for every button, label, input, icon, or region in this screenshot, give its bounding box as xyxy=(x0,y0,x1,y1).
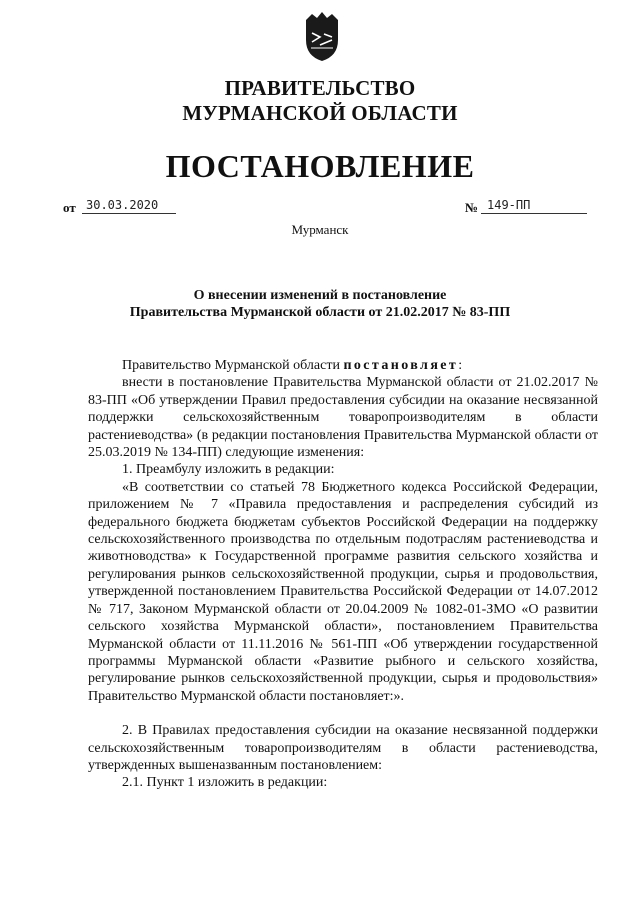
document-type-title: ПОСТАНОВЛЕНИЕ xyxy=(165,148,475,184)
murmansk-coat-of-arms-icon xyxy=(302,10,342,62)
resolution-intro xyxy=(88,357,598,374)
document-body xyxy=(88,357,598,792)
paragraph-preamble-text: «В соответствии со статьей 78 Бюджетного кодекса Российской Федерации, приложением № 7 «Правила предоставления и распределения субсидий из федерального бюджета бюджетам субъектов Российской Федерации на поддержку сельскохозяйственного производства по отдельным подотраслям растениеводства и животноводства» к Государственной программе развития сельского хозяйства и регулирования рынков сельскохозяйственной продукции, сырья и продовольствия, утвержденной постановлением Правительства Российской Федерации от 14.07.2012 № 717, Законом Мурманской области от 20.04.2009 № 1082-01-ЗМО «О развитии сельского хозяйства Мурманской области», постановлением Правительства Мурманской области от 11.11.2016 № 561-ПП «Об утверждении государственной программы Мурманской области «Развитие рыбного и сельского хозяйства, регулирование рынков сельскохозяйственной продукции, сырья и продовольствия» Правительство Мурманской области постановляет:». xyxy=(88,479,598,704)
date-label: от xyxy=(63,200,76,215)
number-label: № xyxy=(465,200,479,215)
paragraph-item-2: 2. В Правилах предоставления субсидии на оказание несвязанной поддержки сельскохозяйственным товаропроизводителям в области растениеводства, утвержденных вышеназванным постановлением: xyxy=(88,723,598,773)
intro-tail: : xyxy=(458,358,463,373)
subject-line1: О внесении изменений в постановление xyxy=(193,288,447,303)
government-title-line2: МУРМАНСКОЙ ОБЛАСТИ xyxy=(182,101,458,125)
number-field: 149-ПП xyxy=(481,198,587,214)
paragraph-item-2-1: 2.1. Пункт 1 изложить в редакции: xyxy=(122,775,328,791)
paragraph-item-1: 1. Преамбулу изложить в редакции: xyxy=(122,462,335,478)
subject-line2: Правительства Мурманской области от 21.02.2017 № 83-ПП xyxy=(129,305,511,320)
government-title-line1: ПРАВИТЕЛЬСТВО xyxy=(224,76,416,100)
date-field: 30.03.2020 xyxy=(82,198,176,214)
city-name: Мурманск xyxy=(291,222,349,237)
paragraph-amendments: внести в постановление Правительства Мурманской области от 21.02.2017 № 83-ПП «Об утверждении Правил предоставления субсидии на оказание несвязанной поддержки сельскохозяйственным товаропроизводителям в области растениеводства» (в редакции постановления Правительства Мурманской области от 25.03.2019 № 134-ПП) следующие изменения: xyxy=(88,375,598,461)
intro-lead: Правительство Мурманской области xyxy=(122,358,344,373)
intro-keyword: постановляет xyxy=(343,358,459,373)
